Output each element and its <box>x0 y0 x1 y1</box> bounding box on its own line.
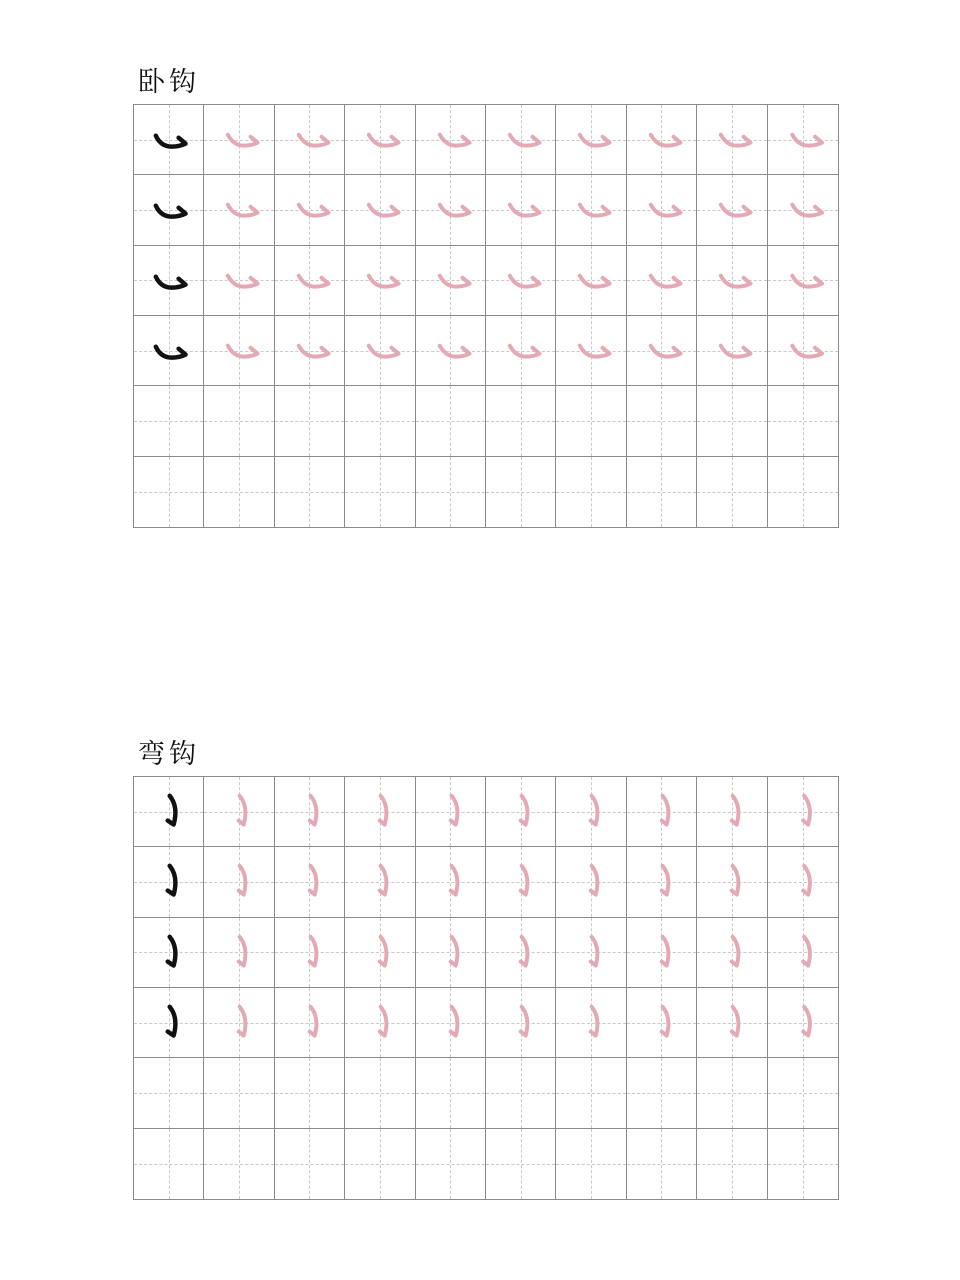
empty-practice-cell <box>768 1058 838 1128</box>
trace-stroke-cell <box>768 105 838 175</box>
wo-gou-stroke-icon <box>134 316 203 385</box>
wan-gou-stroke-icon <box>768 847 838 916</box>
wo-gou-stroke-icon <box>768 316 838 385</box>
empty-practice-cell <box>134 1058 204 1128</box>
trace-stroke-cell <box>486 777 556 847</box>
empty-practice-cell <box>556 1129 626 1199</box>
empty-practice-cell <box>768 386 838 456</box>
wan-gou-stroke-icon <box>204 988 273 1057</box>
empty-practice-cell <box>275 1058 345 1128</box>
trace-stroke-cell <box>697 246 767 316</box>
trace-stroke-cell <box>486 988 556 1058</box>
wan-gou-stroke-icon <box>134 777 203 846</box>
trace-stroke-cell <box>345 316 415 386</box>
trace-stroke-cell <box>486 175 556 245</box>
wo-gou-stroke-icon <box>486 246 555 315</box>
trace-stroke-cell <box>627 777 697 847</box>
wo-gou-stroke-icon <box>345 316 414 385</box>
empty-practice-cell <box>204 457 274 527</box>
empty-practice-cell <box>134 386 204 456</box>
trace-stroke-cell <box>275 316 345 386</box>
trace-stroke-cell <box>416 105 486 175</box>
wan-gou-stroke-icon <box>275 777 344 846</box>
wo-gou-stroke-icon <box>204 175 273 244</box>
wo-gou-stroke-icon <box>697 175 766 244</box>
wan-gou-stroke-icon <box>275 988 344 1057</box>
trace-stroke-cell <box>345 988 415 1058</box>
wan-gou-stroke-icon <box>556 988 625 1057</box>
wan-gou-stroke-icon <box>204 777 273 846</box>
empty-practice-cell <box>345 1058 415 1128</box>
trace-stroke-cell <box>768 316 838 386</box>
trace-stroke-cell <box>345 847 415 917</box>
wo-gou-stroke-icon <box>275 316 344 385</box>
model-stroke-cell <box>134 246 204 316</box>
wo-gou-stroke-icon <box>486 316 555 385</box>
wan-gou-stroke-icon <box>556 777 625 846</box>
wo-gou-stroke-icon <box>416 175 485 244</box>
trace-stroke-cell <box>204 988 274 1058</box>
empty-practice-cell <box>697 386 767 456</box>
wan-gou-stroke-icon <box>416 918 485 987</box>
empty-practice-cell <box>416 1129 486 1199</box>
wan-gou-stroke-icon <box>556 847 625 916</box>
trace-stroke-cell <box>416 246 486 316</box>
wo-gou-stroke-icon <box>697 316 766 385</box>
wan-gou-stroke-icon <box>134 988 203 1057</box>
empty-practice-cell <box>486 386 556 456</box>
wo-gou-stroke-icon <box>204 246 273 315</box>
trace-stroke-cell <box>204 105 274 175</box>
practice-grid <box>133 104 839 528</box>
wan-gou-stroke-icon <box>768 988 838 1057</box>
trace-stroke-cell <box>627 246 697 316</box>
section-title: 弯钩 <box>138 739 200 770</box>
empty-practice-cell <box>416 1058 486 1128</box>
empty-practice-cell <box>345 1129 415 1199</box>
wo-gou-stroke-icon <box>556 246 625 315</box>
wan-gou-stroke-icon <box>627 847 696 916</box>
empty-practice-cell <box>134 457 204 527</box>
wan-gou-stroke-icon <box>416 777 485 846</box>
trace-stroke-cell <box>416 847 486 917</box>
wo-gou-stroke-icon <box>345 105 414 174</box>
trace-stroke-cell <box>204 777 274 847</box>
trace-stroke-cell <box>627 316 697 386</box>
wan-gou-stroke-icon <box>275 918 344 987</box>
trace-stroke-cell <box>275 918 345 988</box>
wan-gou-stroke-icon <box>697 918 766 987</box>
empty-practice-cell <box>345 457 415 527</box>
empty-practice-cell <box>486 1058 556 1128</box>
trace-stroke-cell <box>627 847 697 917</box>
wan-gou-stroke-icon <box>486 918 555 987</box>
wo-gou-stroke-icon <box>627 175 696 244</box>
trace-stroke-cell <box>768 847 838 917</box>
wo-gou-stroke-icon <box>627 246 696 315</box>
empty-practice-cell <box>627 457 697 527</box>
empty-practice-cell <box>416 386 486 456</box>
trace-stroke-cell <box>416 316 486 386</box>
empty-practice-cell <box>345 386 415 456</box>
wo-gou-stroke-icon <box>768 246 838 315</box>
trace-stroke-cell <box>486 246 556 316</box>
trace-stroke-cell <box>697 175 767 245</box>
wo-gou-stroke-icon <box>134 175 203 244</box>
trace-stroke-cell <box>486 918 556 988</box>
wo-gou-stroke-icon <box>697 246 766 315</box>
trace-stroke-cell <box>275 105 345 175</box>
wo-gou-stroke-icon <box>204 316 273 385</box>
wan-gou-stroke-icon <box>768 918 838 987</box>
wan-gou-stroke-icon <box>204 918 273 987</box>
trace-stroke-cell <box>556 988 626 1058</box>
empty-practice-cell <box>627 1058 697 1128</box>
trace-stroke-cell <box>697 316 767 386</box>
model-stroke-cell <box>134 175 204 245</box>
trace-stroke-cell <box>416 175 486 245</box>
empty-practice-cell <box>697 457 767 527</box>
model-stroke-cell <box>134 847 204 917</box>
trace-stroke-cell <box>627 988 697 1058</box>
wo-gou-stroke-icon <box>345 246 414 315</box>
empty-practice-cell <box>486 1129 556 1199</box>
wan-gou-stroke-icon <box>345 847 414 916</box>
trace-stroke-cell <box>556 175 626 245</box>
wan-gou-stroke-icon <box>416 988 485 1057</box>
wan-gou-stroke-icon <box>134 847 203 916</box>
wo-gou-stroke-icon <box>275 175 344 244</box>
model-stroke-cell <box>134 316 204 386</box>
wan-gou-stroke-icon <box>345 777 414 846</box>
empty-practice-cell <box>556 457 626 527</box>
trace-stroke-cell <box>486 105 556 175</box>
trace-stroke-cell <box>556 918 626 988</box>
empty-practice-cell <box>627 386 697 456</box>
wan-gou-stroke-icon <box>486 847 555 916</box>
trace-stroke-cell <box>556 847 626 917</box>
wan-gou-stroke-icon <box>556 918 625 987</box>
wan-gou-stroke-icon <box>486 777 555 846</box>
model-stroke-cell <box>134 105 204 175</box>
empty-practice-cell <box>275 457 345 527</box>
trace-stroke-cell <box>768 777 838 847</box>
wan-gou-stroke-icon <box>697 777 766 846</box>
wo-gou-stroke-icon <box>345 175 414 244</box>
trace-stroke-cell <box>345 175 415 245</box>
empty-practice-cell <box>627 1129 697 1199</box>
empty-practice-cell <box>486 457 556 527</box>
trace-stroke-cell <box>556 777 626 847</box>
wo-gou-stroke-icon <box>134 105 203 174</box>
wo-gou-stroke-icon <box>416 105 485 174</box>
trace-stroke-cell <box>768 988 838 1058</box>
trace-stroke-cell <box>345 105 415 175</box>
empty-practice-cell <box>556 386 626 456</box>
wan-gou-stroke-icon <box>416 847 485 916</box>
empty-practice-cell <box>204 1058 274 1128</box>
wo-gou-stroke-icon <box>134 246 203 315</box>
wo-gou-stroke-icon <box>416 246 485 315</box>
trace-stroke-cell <box>416 988 486 1058</box>
empty-practice-cell <box>768 1129 838 1199</box>
trace-stroke-cell <box>275 847 345 917</box>
trace-stroke-cell <box>204 246 274 316</box>
trace-stroke-cell <box>486 316 556 386</box>
trace-stroke-cell <box>556 105 626 175</box>
trace-stroke-cell <box>697 918 767 988</box>
trace-stroke-cell <box>768 246 838 316</box>
wo-gou-stroke-icon <box>768 105 838 174</box>
wo-gou-stroke-icon <box>768 175 838 244</box>
trace-stroke-cell <box>768 175 838 245</box>
wan-gou-stroke-icon <box>768 777 838 846</box>
wo-gou-stroke-icon <box>275 246 344 315</box>
trace-stroke-cell <box>627 105 697 175</box>
wo-gou-stroke-icon <box>556 105 625 174</box>
trace-stroke-cell <box>204 918 274 988</box>
trace-stroke-cell <box>697 847 767 917</box>
wan-gou-stroke-icon <box>627 918 696 987</box>
trace-stroke-cell <box>627 918 697 988</box>
wan-gou-stroke-icon <box>627 777 696 846</box>
trace-stroke-cell <box>204 175 274 245</box>
empty-practice-cell <box>275 386 345 456</box>
practice-grid <box>133 776 839 1200</box>
empty-practice-cell <box>556 1058 626 1128</box>
empty-practice-cell <box>697 1129 767 1199</box>
trace-stroke-cell <box>627 175 697 245</box>
wo-gou-stroke-icon <box>275 105 344 174</box>
wo-gou-stroke-icon <box>486 105 555 174</box>
trace-stroke-cell <box>275 777 345 847</box>
wan-gou-stroke-icon <box>345 988 414 1057</box>
trace-stroke-cell <box>204 847 274 917</box>
model-stroke-cell <box>134 988 204 1058</box>
wo-gou-stroke-icon <box>627 105 696 174</box>
trace-stroke-cell <box>345 246 415 316</box>
trace-stroke-cell <box>697 777 767 847</box>
empty-practice-cell <box>416 457 486 527</box>
model-stroke-cell <box>134 918 204 988</box>
trace-stroke-cell <box>556 246 626 316</box>
wan-gou-stroke-icon <box>275 847 344 916</box>
trace-stroke-cell <box>416 918 486 988</box>
wo-gou-stroke-icon <box>556 316 625 385</box>
wan-gou-stroke-icon <box>486 988 555 1057</box>
wan-gou-stroke-icon <box>697 847 766 916</box>
trace-stroke-cell <box>275 175 345 245</box>
trace-stroke-cell <box>416 777 486 847</box>
trace-stroke-cell <box>556 316 626 386</box>
trace-stroke-cell <box>204 316 274 386</box>
empty-practice-cell <box>204 1129 274 1199</box>
trace-stroke-cell <box>275 988 345 1058</box>
trace-stroke-cell <box>697 105 767 175</box>
trace-stroke-cell <box>275 246 345 316</box>
empty-practice-cell <box>275 1129 345 1199</box>
model-stroke-cell <box>134 777 204 847</box>
wo-gou-stroke-icon <box>486 175 555 244</box>
trace-stroke-cell <box>345 918 415 988</box>
empty-practice-cell <box>768 457 838 527</box>
empty-practice-cell <box>697 1058 767 1128</box>
wan-gou-stroke-icon <box>345 918 414 987</box>
trace-stroke-cell <box>345 777 415 847</box>
trace-stroke-cell <box>768 918 838 988</box>
wo-gou-stroke-icon <box>697 105 766 174</box>
empty-practice-cell <box>204 386 274 456</box>
wan-gou-stroke-icon <box>697 988 766 1057</box>
trace-stroke-cell <box>697 988 767 1058</box>
wan-gou-stroke-icon <box>134 918 203 987</box>
trace-stroke-cell <box>486 847 556 917</box>
section-title: 卧钩 <box>138 67 200 98</box>
wan-gou-stroke-icon <box>204 847 273 916</box>
wo-gou-stroke-icon <box>416 316 485 385</box>
wan-gou-stroke-icon <box>627 988 696 1057</box>
empty-practice-cell <box>134 1129 204 1199</box>
wo-gou-stroke-icon <box>627 316 696 385</box>
wo-gou-stroke-icon <box>204 105 273 174</box>
wo-gou-stroke-icon <box>556 175 625 244</box>
